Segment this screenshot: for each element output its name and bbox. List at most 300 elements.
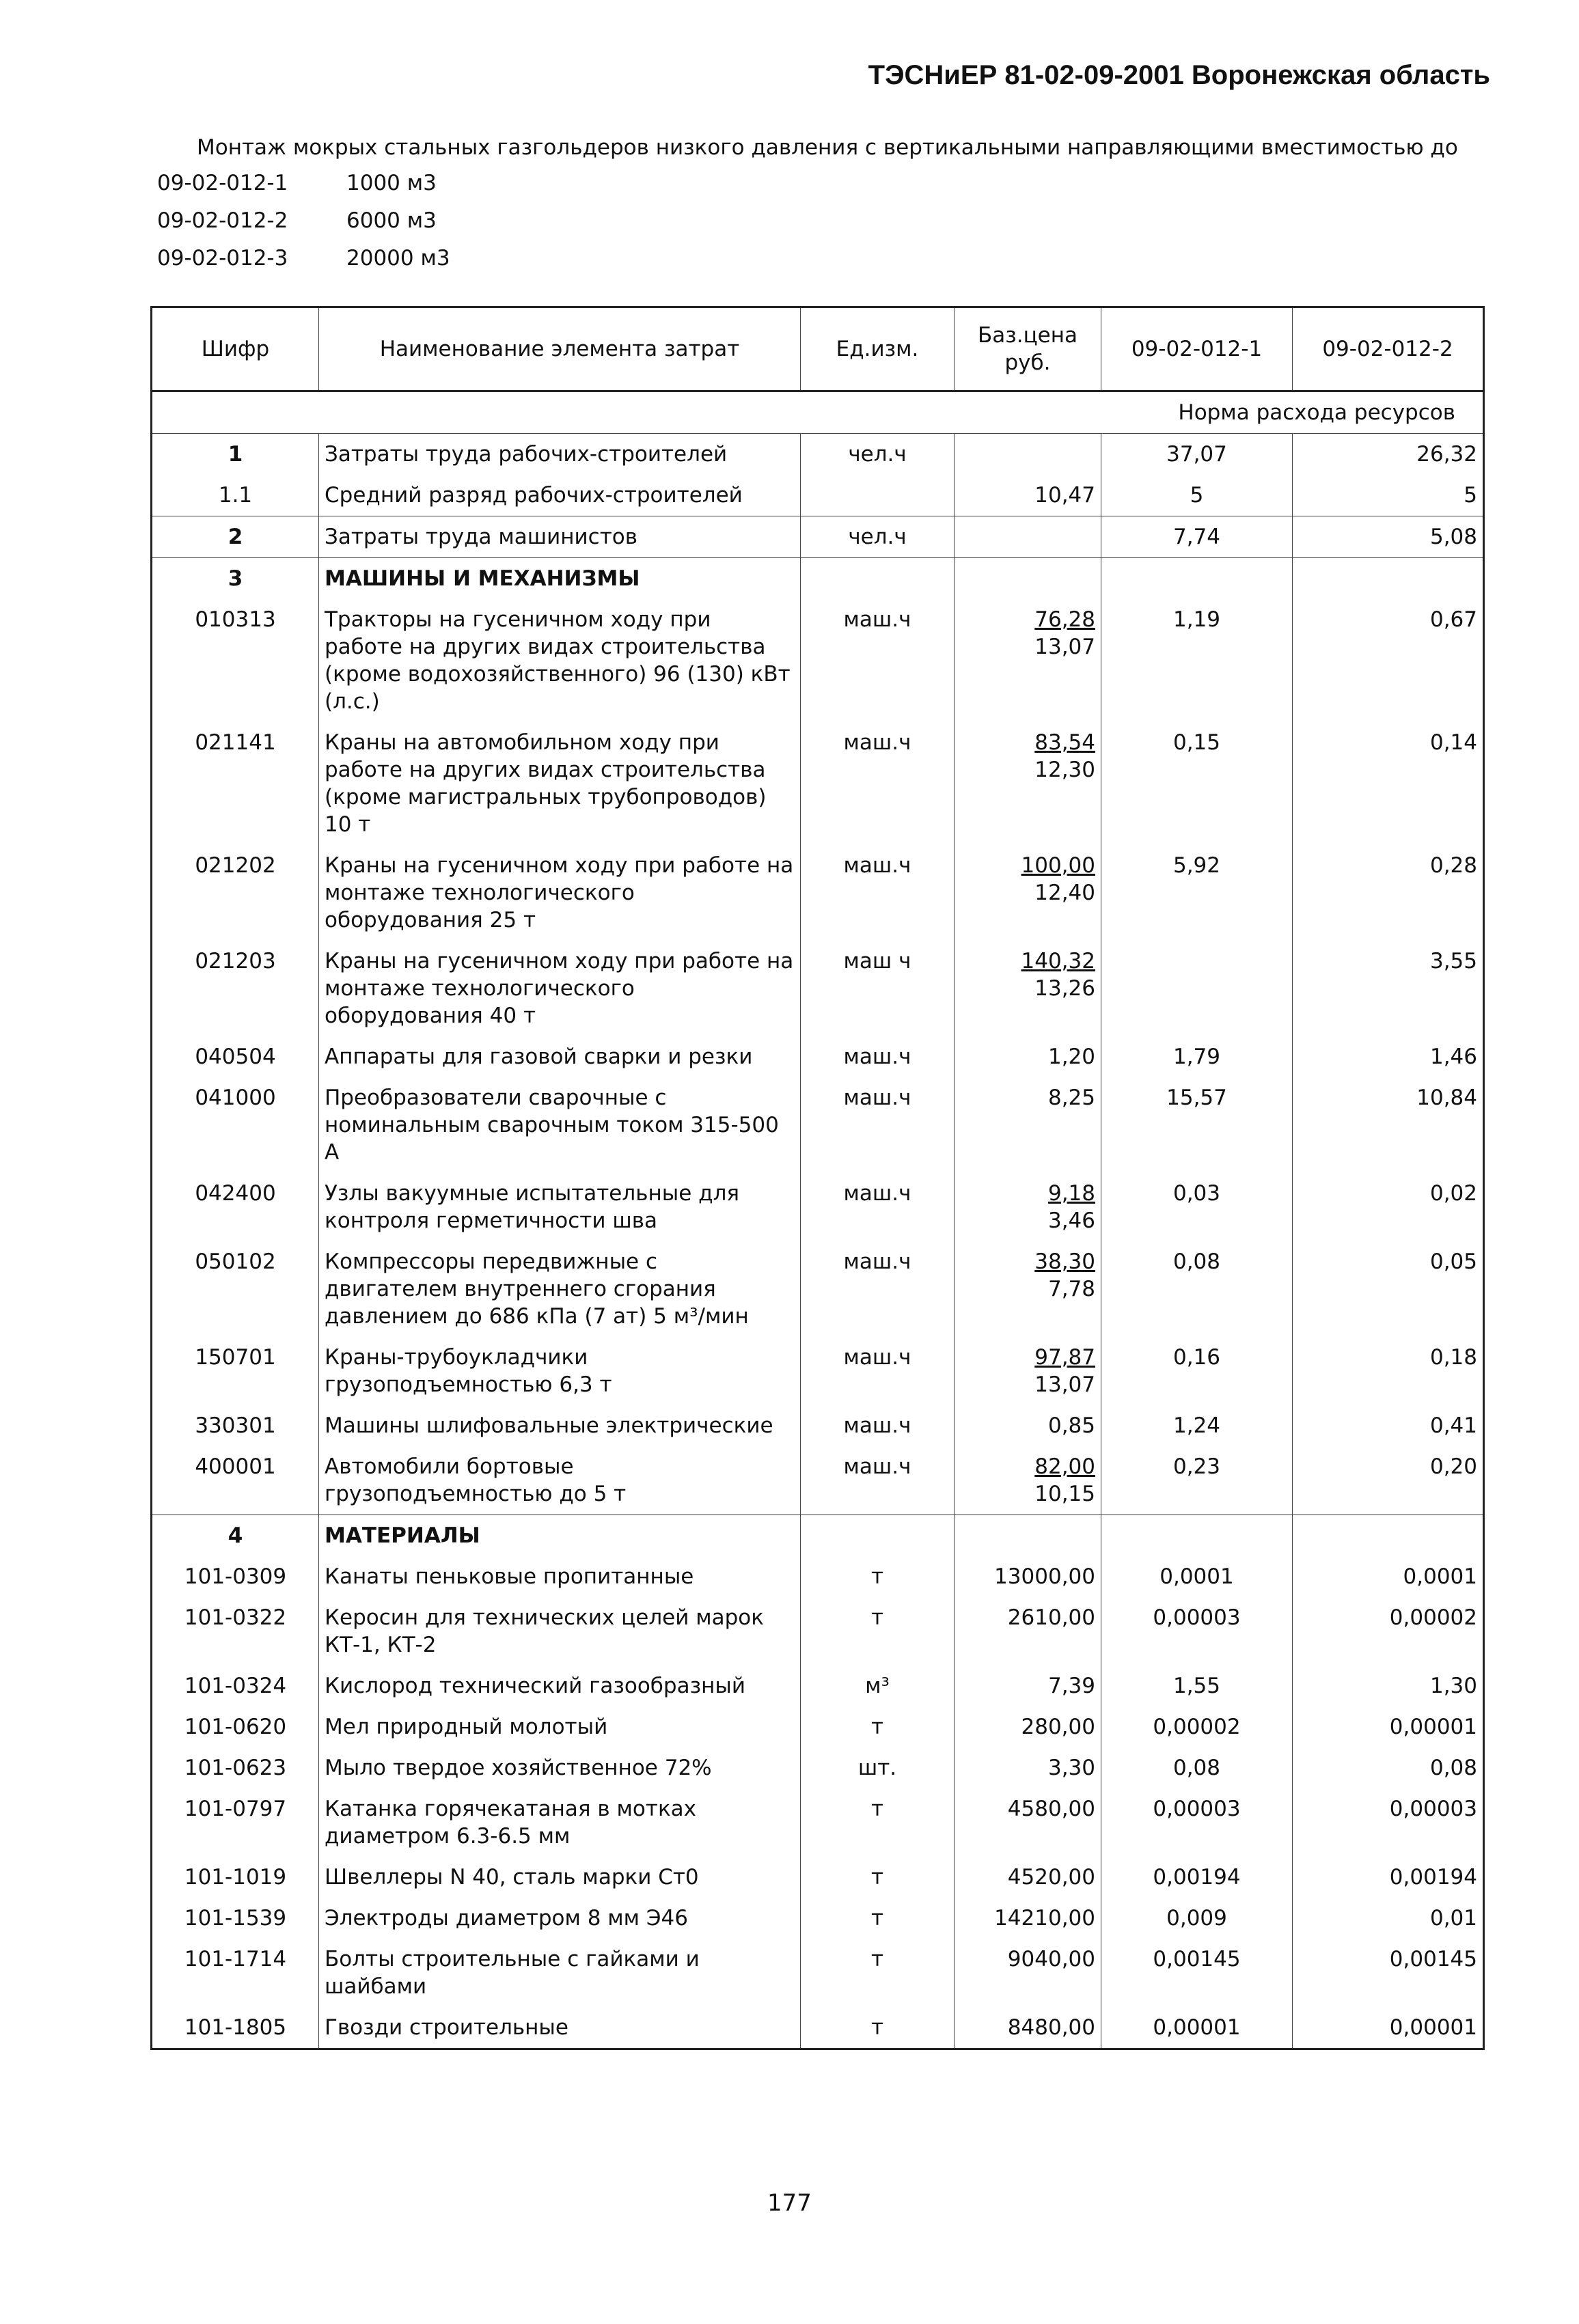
unit-cell-text: маш.ч (843, 1181, 911, 1206)
name-cell-text: Краны на автомобильном ходу при работе на других видах строительства (кроме магистральных трубопроводов) 10 т (325, 730, 767, 837)
price-cell (955, 1706, 1101, 1747)
price-cell-secondary: 12,40 (1034, 881, 1095, 905)
value-cell-2-text: 3,55 (1429, 949, 1477, 973)
name-cell (319, 1036, 801, 1077)
value-cell-2-text: 5,08 (1429, 525, 1477, 549)
value-cell-2-text: 0,0001 (1403, 1564, 1477, 1589)
value-cell-2 (1293, 1665, 1484, 1706)
code-cell (152, 2007, 319, 2049)
price-cell (955, 1405, 1101, 1446)
price-cell (955, 1556, 1101, 1597)
value-cell-1-text: 0,00145 (1153, 1947, 1241, 1972)
name-cell (319, 1788, 801, 1857)
value-cell-1 (1101, 1036, 1293, 1077)
code-cell-text: 101-0324 (184, 1674, 287, 1698)
code-cell (152, 1077, 319, 1173)
value-cell-1 (1101, 1597, 1293, 1665)
name-cell-text: Краны-трубоукладчики грузоподъемностью 6,3 т (325, 1345, 612, 1397)
header-cell: Шифр (152, 307, 319, 391)
name-cell-text: МАТЕРИАЛЫ (325, 1523, 480, 1548)
page-number: 177 (767, 2189, 812, 2217)
value-cell-1-text: 1,19 (1172, 607, 1221, 632)
name-cell (319, 1173, 801, 1241)
value-cell-1 (1101, 475, 1293, 516)
code-cell (152, 516, 319, 558)
value-cell-2-text: 1,46 (1429, 1045, 1477, 1069)
resource-table (150, 306, 1485, 2050)
code-cell-text: 042400 (195, 1181, 276, 1206)
table-row (152, 1747, 1484, 1788)
table-row (152, 1597, 1484, 1665)
unit-cell (801, 722, 955, 845)
table-row (152, 1077, 1484, 1173)
name-cell (319, 1446, 801, 1515)
unit-cell-text: маш.ч (843, 1085, 911, 1110)
price-cell (955, 475, 1101, 516)
name-cell-text: Автомобили бортовые грузоподъемностью до 5 т (325, 1454, 627, 1506)
document-header: ТЭСНиЕР 81-02-09-2001 Воронежская область (868, 60, 1490, 90)
table-row (152, 599, 1484, 722)
unit-cell-text: т (870, 1797, 884, 1821)
table-row (152, 475, 1484, 516)
code-cell-text: 2 (228, 525, 243, 549)
code-cell (152, 599, 319, 722)
value-cell-1 (1101, 1556, 1293, 1597)
value-cell-2 (1293, 1337, 1484, 1405)
code-cell-text: 050102 (195, 1249, 276, 1274)
code-cell-text: 400001 (195, 1454, 276, 1479)
unit-cell (801, 1077, 955, 1173)
unit-cell (801, 845, 955, 941)
unit-cell-text: т (870, 1906, 884, 1931)
norma-row (152, 391, 1484, 434)
code-cell (152, 1857, 319, 1898)
unit-cell (801, 1597, 955, 1665)
name-cell-text: Затраты труда машинистов (325, 525, 638, 549)
name-cell (319, 845, 801, 941)
price-cell-text: 4520,00 (1007, 1865, 1095, 1890)
code-cell-text: 041000 (195, 1085, 276, 1110)
name-cell (319, 722, 801, 845)
value-cell-1-text: 0,00003 (1153, 1797, 1241, 1821)
unit-cell (801, 1173, 955, 1241)
code-cell-text: 4 (228, 1523, 243, 1548)
value-cell-1 (1101, 558, 1293, 600)
code-cell (152, 1337, 319, 1405)
price-cell-secondary: 7,78 (1047, 1277, 1095, 1301)
value-cell-2 (1293, 516, 1484, 558)
value-cell-2 (1293, 1747, 1484, 1788)
unit-cell (801, 1706, 955, 1747)
name-cell-text: Преобразователи сварочные с номинальным сварочным током 315-500 А (325, 1085, 779, 1165)
price-cell (955, 558, 1101, 600)
unit-cell (801, 1337, 955, 1405)
value-cell-2 (1293, 1173, 1484, 1241)
name-cell (319, 1706, 801, 1747)
table-row (152, 1857, 1484, 1898)
table-row (152, 1515, 1484, 1557)
code-cell (152, 1241, 319, 1337)
price-cell (955, 1077, 1101, 1173)
value-cell-2-text: 5 (1464, 483, 1477, 508)
value-cell-1 (1101, 845, 1293, 941)
value-cell-2-text: 0,00145 (1389, 1947, 1477, 1972)
code-cell (152, 1706, 319, 1747)
unit-cell (801, 599, 955, 722)
code-cell-text: 101-0797 (184, 1797, 287, 1821)
price-cell-text: 280,00 (1021, 1715, 1095, 1739)
price-cell-text: 13000,00 (994, 1564, 1095, 1589)
code-value: 20000 м3 (346, 246, 450, 271)
code-cell-text: 3 (228, 566, 243, 591)
unit-cell-text: т (870, 2015, 884, 2040)
code-cell-text: 1 (228, 442, 243, 467)
unit-cell-text: маш.ч (843, 1045, 911, 1069)
value-cell-2 (1293, 1077, 1484, 1173)
code-cell (152, 1665, 319, 1706)
unit-cell (801, 1857, 955, 1898)
unit-cell (801, 1898, 955, 1939)
price-cell-text: 83,54 (1034, 730, 1095, 755)
value-cell-2-text: 1,30 (1429, 1674, 1477, 1698)
value-cell-2-text: 0,08 (1429, 1756, 1477, 1780)
code-row (157, 171, 450, 208)
name-cell-text: Затраты труда рабочих-строителей (325, 442, 728, 467)
price-cell (955, 1337, 1101, 1405)
value-cell-1 (1101, 1173, 1293, 1241)
value-cell-2 (1293, 1446, 1484, 1515)
code-cell (152, 434, 319, 475)
value-cell-2 (1293, 722, 1484, 845)
code-cell-text: 330301 (195, 1413, 276, 1438)
price-cell (955, 1173, 1101, 1241)
name-cell-text: Электроды диаметром 8 мм Э46 (325, 1906, 688, 1931)
price-cell-text: 76,28 (1034, 607, 1095, 632)
price-cell-text: 97,87 (1034, 1345, 1095, 1370)
price-cell (955, 516, 1101, 558)
name-cell-text: Компрессоры передвижные с двигателем внутреннего сгорания давлением до 686 кПа (7 ат) 5 м³/мин (325, 1249, 749, 1329)
value-cell-1 (1101, 2007, 1293, 2049)
name-cell (319, 1597, 801, 1665)
code-cell (152, 1036, 319, 1077)
name-cell-text: Краны на гусеничном ходу при работе на монтаже технологического оборудования 25 т (325, 853, 794, 932)
price-cell (955, 845, 1101, 941)
unit-cell (801, 1747, 955, 1788)
name-cell (319, 941, 801, 1036)
price-cell-text: 3,30 (1047, 1756, 1095, 1780)
unit-cell (801, 1405, 955, 1446)
value-cell-1-text: 0,00003 (1153, 1605, 1241, 1630)
price-cell (955, 1857, 1101, 1898)
code-row (157, 246, 450, 283)
unit-cell-text: т (870, 1865, 884, 1890)
code-cell (152, 1788, 319, 1857)
code-cell (152, 558, 319, 600)
name-cell (319, 1515, 801, 1557)
value-cell-1-text: 1,79 (1172, 1045, 1221, 1069)
value-cell-1-text: 37,07 (1166, 442, 1227, 467)
unit-cell-text: маш.ч (843, 853, 911, 878)
table-header-row (152, 307, 1484, 391)
name-cell-text: Средний разряд рабочих-строителей (325, 483, 743, 508)
name-cell-text: МАШИНЫ И МЕХАНИЗМЫ (325, 566, 640, 591)
value-cell-1 (1101, 1446, 1293, 1515)
value-cell-2-text: 0,28 (1429, 853, 1477, 878)
table-row (152, 1036, 1484, 1077)
code: 09-02-012-2 (157, 208, 288, 233)
price-cell (955, 434, 1101, 475)
name-cell (319, 1747, 801, 1788)
name-cell-text: Аппараты для газовой сварки и резки (325, 1045, 753, 1069)
value-cell-1-text: 1,24 (1172, 1413, 1221, 1438)
code-cell-text: 101-1714 (184, 1947, 287, 1972)
unit-cell (801, 1665, 955, 1706)
price-cell-text: 7,39 (1047, 1674, 1095, 1698)
name-cell (319, 1939, 801, 2007)
price-cell-text: 82,00 (1034, 1454, 1095, 1479)
table-row (152, 558, 1484, 600)
value-cell-1-text: 5,92 (1172, 853, 1221, 878)
value-cell-2-text: 0,20 (1429, 1454, 1477, 1479)
code-cell (152, 1597, 319, 1665)
code-cell (152, 1405, 319, 1446)
price-cell (955, 599, 1101, 722)
value-cell-2 (1293, 2007, 1484, 2049)
code-cell-text: 101-1019 (184, 1865, 287, 1890)
table-row (152, 941, 1484, 1036)
price-cell (955, 1788, 1101, 1857)
norma-label: Норма расхода ресурсов (152, 391, 1484, 434)
value-cell-1-text: 0,23 (1172, 1454, 1221, 1479)
code-cell-text: 101-1805 (184, 2015, 287, 2040)
header-cell: Ед.изм. (801, 307, 955, 391)
name-cell-text: Узлы вакуумные испытательные для контроля герметичности шва (325, 1181, 740, 1233)
value-cell-1-text: 0,00002 (1153, 1715, 1241, 1739)
price-cell-secondary: 13,07 (1034, 635, 1095, 659)
name-cell (319, 2007, 801, 2049)
name-cell-text: Керосин для технических целей марок КТ-1, КТ-2 (325, 1605, 764, 1657)
price-cell-secondary: 12,30 (1034, 758, 1095, 782)
name-cell (319, 1898, 801, 1939)
table-row (152, 722, 1484, 845)
price-cell (955, 1036, 1101, 1077)
price-cell (955, 1241, 1101, 1337)
value-cell-1 (1101, 1939, 1293, 2007)
unit-cell-text: маш.ч (843, 730, 911, 755)
name-cell-text: Мыло твердое хозяйственное 72% (325, 1756, 712, 1780)
value-cell-1-text: 0,08 (1172, 1756, 1221, 1780)
price-cell-text: 2610,00 (1007, 1605, 1095, 1630)
unit-cell-text: маш.ч (843, 1249, 911, 1274)
value-cell-2 (1293, 475, 1484, 516)
unit-cell-text: т (870, 1564, 884, 1589)
code-cell (152, 1446, 319, 1515)
value-cell-2-text: 0,05 (1429, 1249, 1477, 1274)
code-cell (152, 722, 319, 845)
unit-cell (801, 1515, 955, 1557)
value-cell-1-text: 0,00001 (1153, 2015, 1241, 2040)
value-cell-1-text: 0,009 (1166, 1906, 1227, 1931)
table-row (152, 2007, 1484, 2049)
unit-cell-text: шт. (857, 1756, 897, 1780)
price-cell-text: 8480,00 (1007, 2015, 1095, 2040)
table-row (152, 1898, 1484, 1939)
value-cell-1-text: 0,08 (1172, 1249, 1221, 1274)
code-cell-text: 021141 (195, 730, 276, 755)
table-row (152, 1446, 1484, 1515)
value-cell-1-text: 15,57 (1166, 1085, 1227, 1110)
code-cell-text: 1.1 (218, 483, 253, 508)
name-cell (319, 1857, 801, 1898)
value-cell-2-text: 0,00001 (1389, 1715, 1477, 1739)
value-cell-2-text: 0,14 (1429, 730, 1477, 755)
value-cell-2-text: 0,00001 (1389, 2015, 1477, 2040)
unit-cell (801, 1446, 955, 1515)
code-cell (152, 1515, 319, 1557)
value-cell-1 (1101, 1405, 1293, 1446)
name-cell (319, 599, 801, 722)
value-cell-1 (1101, 1665, 1293, 1706)
value-cell-2 (1293, 1241, 1484, 1337)
table-row (152, 1337, 1484, 1405)
code-cell-text: 101-1539 (184, 1906, 287, 1931)
header-cell: 09-02-012-2 (1293, 307, 1484, 391)
value-cell-2 (1293, 1515, 1484, 1557)
price-cell-secondary: 3,46 (1047, 1208, 1095, 1233)
unit-cell-text: чел.ч (848, 525, 907, 549)
unit-cell-text: т (870, 1715, 884, 1739)
value-cell-2-text: 0,18 (1429, 1345, 1477, 1370)
unit-cell (801, 558, 955, 600)
value-cell-2-text: 10,84 (1416, 1085, 1477, 1110)
code-cell-text: 021203 (195, 949, 276, 973)
name-cell (319, 1337, 801, 1405)
price-cell-text: 14210,00 (994, 1906, 1095, 1931)
price-cell (955, 1665, 1101, 1706)
table-row (152, 845, 1484, 941)
name-cell (319, 1405, 801, 1446)
code: 09-02-012-3 (157, 246, 288, 271)
unit-cell (801, 2007, 955, 2049)
value-cell-1-text: 0,16 (1172, 1345, 1221, 1370)
value-cell-1-text: 0,15 (1172, 730, 1221, 755)
value-cell-1 (1101, 722, 1293, 845)
table-row (152, 1173, 1484, 1241)
value-cell-2 (1293, 1939, 1484, 2007)
value-cell-1 (1101, 434, 1293, 475)
price-cell-secondary: 10,15 (1034, 1482, 1095, 1506)
value-cell-2 (1293, 1788, 1484, 1857)
value-cell-2-text: 0,00002 (1389, 1605, 1477, 1630)
name-cell (319, 516, 801, 558)
value-cell-2-text: 0,41 (1429, 1413, 1477, 1438)
unit-cell (801, 1556, 955, 1597)
value-cell-1-text: 0,03 (1172, 1181, 1221, 1206)
name-cell-text: Мел природный молотый (325, 1715, 608, 1739)
price-cell-text: 9040,00 (1007, 1947, 1095, 1972)
value-cell-1 (1101, 516, 1293, 558)
code-cell-text: 150701 (195, 1345, 276, 1370)
header-cell: Наименование элемента затрат (319, 307, 801, 391)
price-cell (955, 1446, 1101, 1515)
price-cell-text: 0,85 (1047, 1413, 1095, 1438)
unit-cell-text: м³ (865, 1674, 890, 1698)
value-cell-1 (1101, 1241, 1293, 1337)
unit-cell (801, 941, 955, 1036)
unit-cell-text: маш.ч (843, 607, 911, 632)
unit-cell (801, 516, 955, 558)
table-row (152, 1241, 1484, 1337)
value-cell-2 (1293, 1706, 1484, 1747)
value-cell-1-text: 5 (1190, 483, 1204, 508)
value-cell-1 (1101, 1788, 1293, 1857)
table-row (152, 516, 1484, 558)
table-row (152, 1939, 1484, 2007)
price-cell (955, 2007, 1101, 2049)
value-cell-2 (1293, 845, 1484, 941)
code-cell (152, 1556, 319, 1597)
table-row (152, 1706, 1484, 1747)
code-row (157, 208, 450, 246)
code-cell (152, 941, 319, 1036)
code-cell-text: 101-0322 (184, 1605, 287, 1630)
value-cell-2 (1293, 1857, 1484, 1898)
price-cell-secondary: 13,26 (1034, 976, 1095, 1001)
code-cell-text: 101-0620 (184, 1715, 287, 1739)
code-cell (152, 1898, 319, 1939)
table-row (152, 1556, 1484, 1597)
unit-cell-text: маш.ч (843, 1454, 911, 1479)
value-cell-2 (1293, 1898, 1484, 1939)
header-cell: Баз.цена руб. (955, 307, 1101, 391)
value-cell-2 (1293, 1556, 1484, 1597)
name-cell-text: Гвозди строительные (325, 2015, 568, 2040)
price-cell (955, 941, 1101, 1036)
value-cell-1-text: 1,55 (1172, 1674, 1221, 1698)
value-cell-1 (1101, 599, 1293, 722)
price-cell-text: 4580,00 (1007, 1797, 1095, 1821)
name-cell (319, 475, 801, 516)
name-cell (319, 434, 801, 475)
value-cell-1 (1101, 1857, 1293, 1898)
unit-cell-text: чел.ч (848, 442, 907, 467)
table-row (152, 1788, 1484, 1857)
name-cell (319, 558, 801, 600)
price-cell (955, 1747, 1101, 1788)
price-cell (955, 1515, 1101, 1557)
unit-cell (801, 1241, 955, 1337)
price-cell-text: 9,18 (1047, 1181, 1095, 1206)
value-cell-2 (1293, 558, 1484, 600)
table-row (152, 434, 1484, 475)
code-cell-text: 010313 (195, 607, 276, 632)
name-cell-text: Болты строительные с гайками и шайбами (325, 1947, 700, 1999)
value-cell-1 (1101, 1337, 1293, 1405)
price-cell (955, 1939, 1101, 2007)
code-value: 1000 м3 (346, 171, 437, 195)
unit-cell-text: т (870, 1605, 884, 1630)
name-cell (319, 1665, 801, 1706)
name-cell (319, 1241, 801, 1337)
unit-cell-text: маш ч (843, 949, 911, 973)
price-cell-text: 140,32 (1021, 949, 1095, 973)
value-cell-2-text: 0,02 (1429, 1181, 1477, 1206)
price-cell-secondary: 13,07 (1034, 1372, 1095, 1397)
name-cell-text: Канаты пеньковые пропитанные (325, 1564, 694, 1589)
name-cell-text: Кислород технический газообразный (325, 1674, 745, 1698)
value-cell-2-text: 0,00003 (1389, 1797, 1477, 1821)
unit-cell-text: маш.ч (843, 1413, 911, 1438)
